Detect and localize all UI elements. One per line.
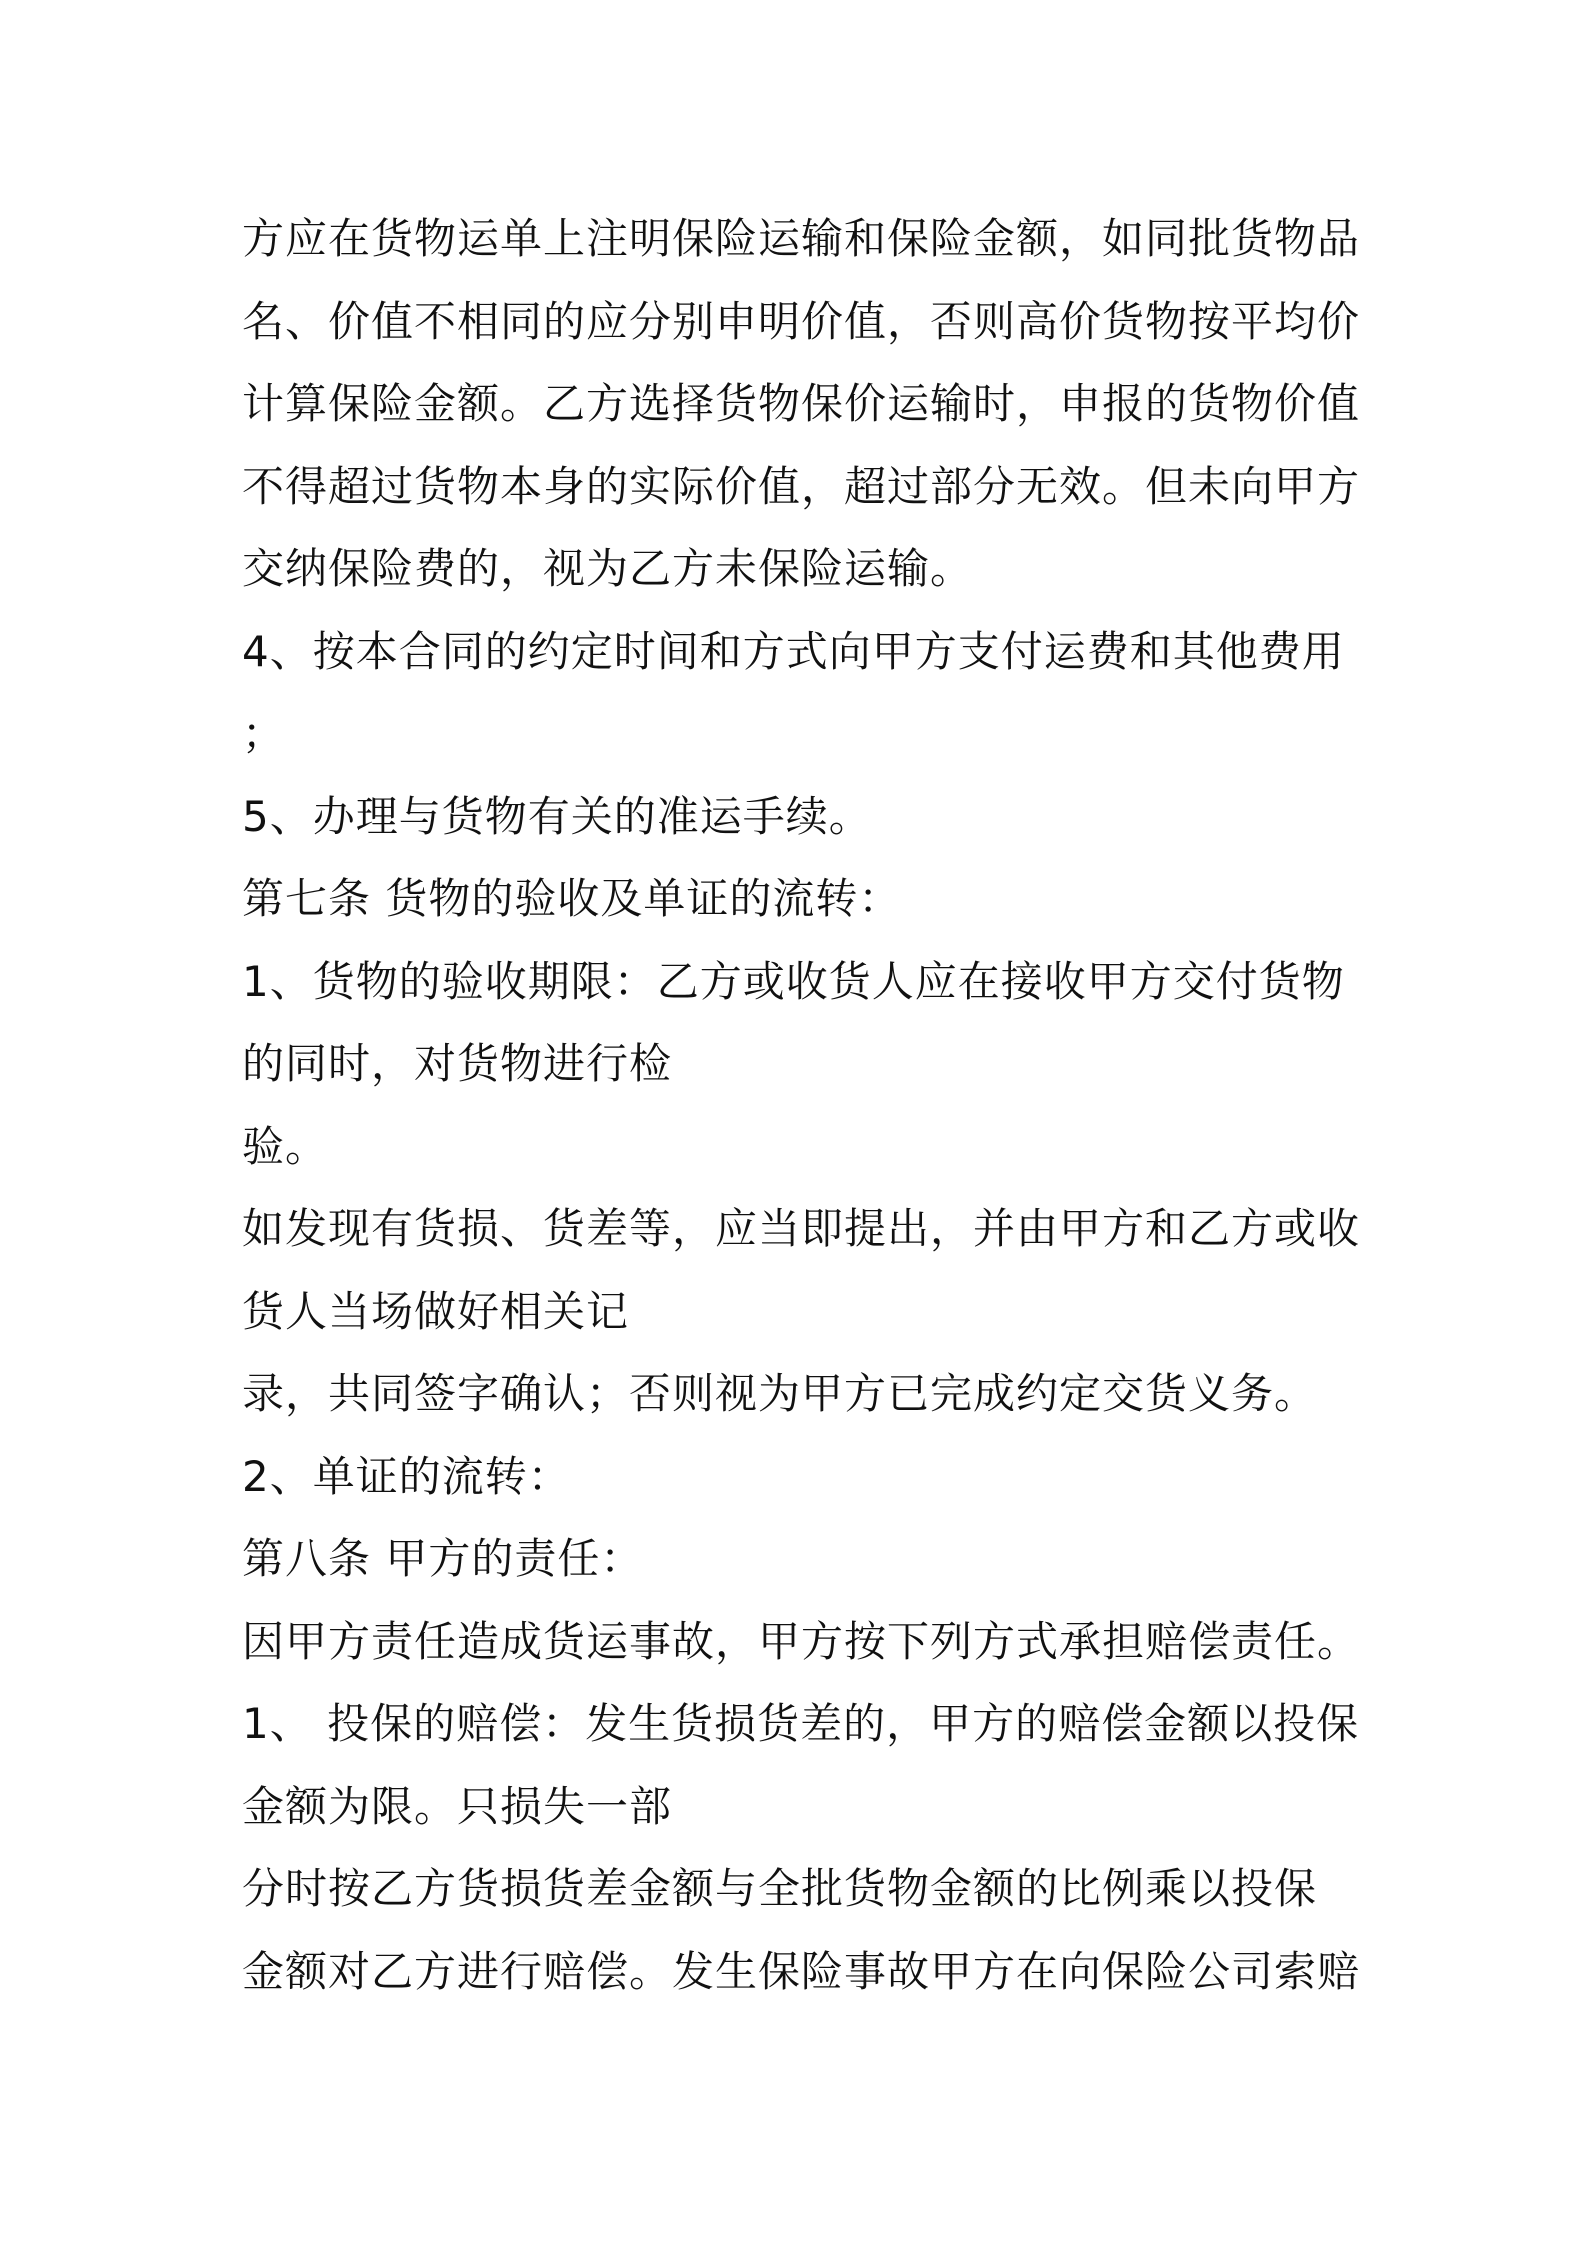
text-line: 计算保险金额。乙方选择货物保价运输时，申报的货物价值 <box>242 379 1361 428</box>
text-line: 货人当场做好相关记 <box>242 1286 630 1336</box>
text-line: 名、价值不相同的应分别申明价值，否则高价货物按平均价 <box>242 296 1361 346</box>
text-line: ； <box>242 709 286 758</box>
document-body <box>242 198 1362 2013</box>
text-line: 交纳保险费的，视为乙方未保险运输。 <box>242 544 974 593</box>
text-line: 方应在货物运单上注明保险运输和保险金额，如同批货物品 <box>242 214 1361 263</box>
text-line: 录，共同签字确认；否则视为甲方已完成约定交货义务。 <box>242 1369 1318 1418</box>
list-item-4: 4、按本合同的约定时间和方式向甲方支付运费和其他费用 <box>242 626 1345 676</box>
text-line: 如发现有货损、货差等，应当即提出，并由甲方和乙方或收 <box>242 1204 1361 1253</box>
list-item-1: 1、 投保的赔偿：发生货损货差的，甲方的赔偿金额以投保 <box>242 1699 1360 1748</box>
text-line: 金额对乙方进行赔偿。发生保险事故甲方在向保险公司索赔 <box>242 1946 1361 1996</box>
text-line: 不得超过货物本身的实际价值，超过部分无效。但未向甲方 <box>242 461 1361 511</box>
list-item-5: 5、办理与货物有关的准运手续。 <box>242 791 872 841</box>
list-item-2: 2、单证的流转： <box>242 1451 571 1501</box>
section-heading-article-8: 第八条 甲方的责任： <box>242 1534 644 1583</box>
text-line: 的同时，对货物进行检 <box>242 1039 673 1088</box>
text-line: 金额为限。只损失一部 <box>242 1781 673 1831</box>
section-heading-article-7: 第七条 货物的验收及单证的流转： <box>242 874 902 923</box>
list-item-1: 1、货物的验收期限：乙方或收货人应在接收甲方交付货物 <box>242 956 1345 1006</box>
text-line: 验。 <box>242 1121 329 1171</box>
text-line: 因甲方责任造成货运事故，甲方按下列方式承担赔偿责任。 <box>242 1616 1361 1666</box>
text-line: 分时按乙方货损货差金额与全批货物金额的比例乘以投保 <box>242 1864 1318 1913</box>
